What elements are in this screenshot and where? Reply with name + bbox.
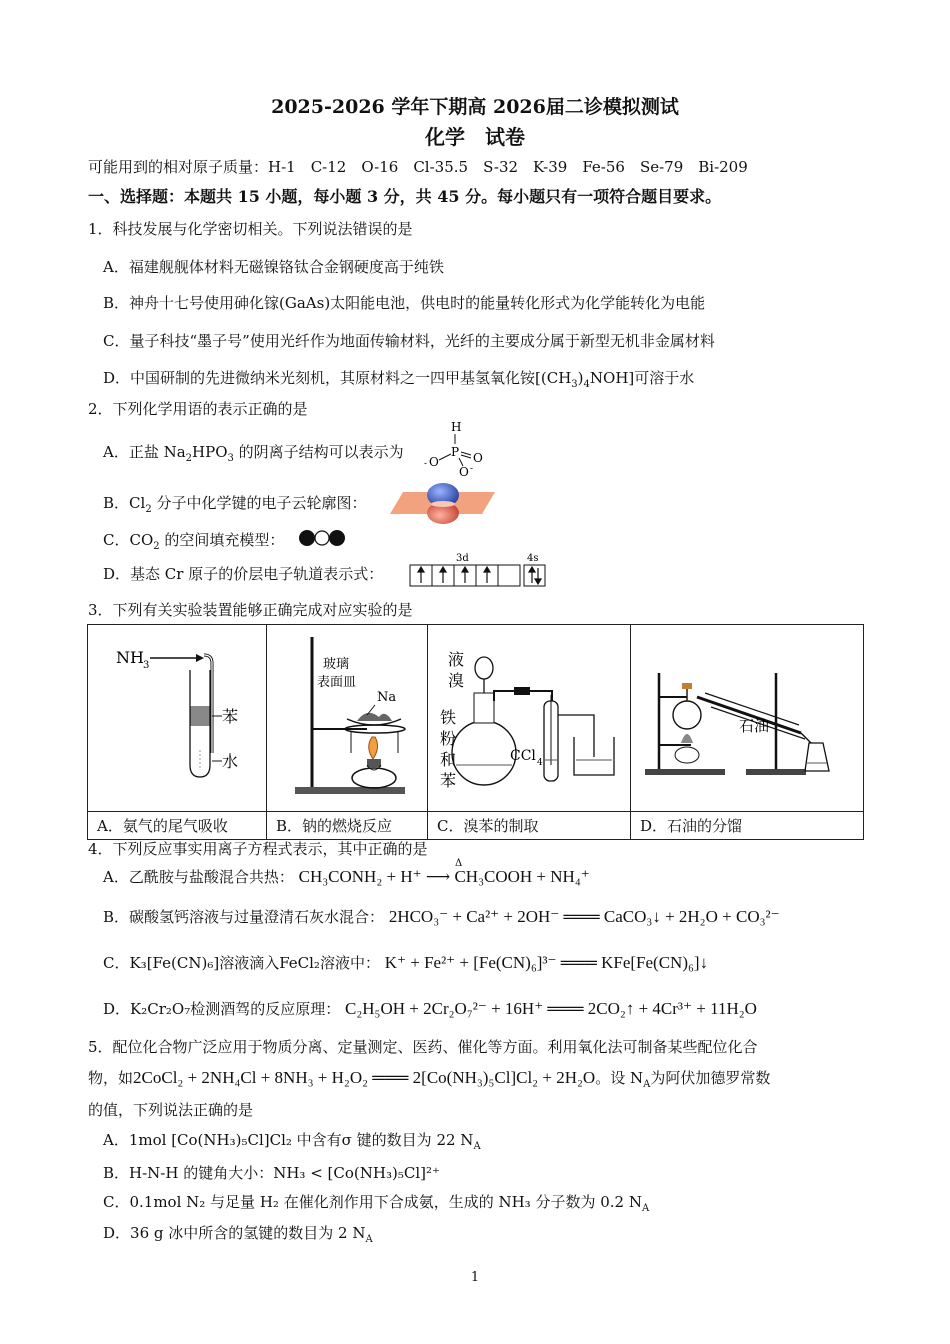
q2-c-sub: 2 [153, 541, 160, 552]
q5-option-b: B．H-N-H 的键角大小：NH₃ < [Co(NH₃)₅Cl]²⁺ [103, 1164, 440, 1182]
label-fe-2: 粉 [440, 729, 457, 748]
label-oil: 石油 [739, 717, 770, 735]
q2-a-sub: 2 [185, 453, 193, 464]
q4-d-equation: C₂H₅OH + 2Cr₂O₇²⁻ + 16H⁺ ═══ 2CO₂↑ + 4Cr³⁺ + 11H₂O [345, 999, 757, 1018]
struct-o2: O [473, 451, 483, 465]
apparatus-d [631, 625, 864, 812]
q2-b-sub: 2 [145, 504, 152, 515]
q2-c-text: 的空间填充模型： [159, 531, 285, 549]
label-liquid-2: 溴 [448, 671, 465, 690]
label-na: Na [377, 690, 397, 705]
sodium-combustion-apparatus [267, 625, 427, 807]
q3-stem: 3．下列有关实验装置能够正确完成对应实验的是 [88, 601, 413, 619]
atomic-masses: 可能用到的相对原子质量：H-1 C-12 O-16 Cl-35.5 S-32 K-39 Fe-56 Se-79 Bi-209 [88, 158, 748, 176]
orbital-3d-label: 3d [456, 553, 469, 564]
label-fe-4: 苯 [440, 771, 457, 790]
q2-b-text: 分子中化学键的电子云轮廓图： [151, 494, 367, 512]
page-number: 1 [470, 1270, 480, 1285]
label-fe-3: 和 [440, 750, 457, 769]
q4-option-c [103, 952, 708, 973]
exam-subtitle: 化学 试卷 [425, 125, 525, 149]
label-ccl4: CCl [510, 748, 536, 764]
label-fe-1: 铁 [440, 708, 457, 727]
q5-option-d [103, 1222, 373, 1245]
orbital-4s-label: 4s [527, 553, 539, 564]
q5-option-a [103, 1129, 481, 1152]
petroleum-distillation-apparatus [631, 625, 863, 807]
q5-d-text: D．36 g 冰中所含的氢键的数目为 2 N [103, 1224, 366, 1242]
struct-o3: O [459, 465, 469, 478]
q4-stem: 4．下列反应事实用离子方程式表示，其中正确的是 [88, 840, 428, 858]
apparatus-c [428, 625, 631, 812]
caption-a: A．氨气的尾气吸收 [88, 812, 267, 840]
q5-stem-line2 [88, 1067, 770, 1090]
q1-option-c: C．量子科技“墨子号”使用光纤作为地面传输材料，光纤的主要成分属于新型无机非金属材料 [103, 332, 715, 350]
q1-d-text: ) [577, 369, 584, 387]
label-water: 水 [222, 752, 239, 771]
q4-b-equation: 2HCO₃⁻ + Ca²⁺ + 2OH⁻ ═══ CaCO₃↓ + 2H₂O + CO₃²⁻ [388, 907, 780, 926]
q1-option-b: B．神舟十七号使用砷化镓(GaAs)太阳能电池，供电时的能量转化形式为化学能转化为电能 [103, 294, 706, 312]
q4-c-text: C．K₃[Fe(CN)₆] [103, 954, 220, 972]
q5-option-c [103, 1191, 649, 1214]
nh3-absorption-apparatus [88, 625, 266, 807]
co2-space-filling-model [298, 528, 348, 548]
q2-option-a [103, 441, 404, 464]
q4-c-text: 溶液滴入FeCl₂溶液中： [219, 954, 380, 972]
q1-option-a: A．福建舰舰体材料无磁镍铬钛合金钢硬度高于纯铁 [103, 258, 444, 276]
label-ccl4-sub: 4 [537, 758, 543, 768]
apparatus-a [88, 625, 267, 812]
delta-symbol: Δ [455, 858, 463, 869]
q4-a-text: A．乙酰胺与盐酸混合共热： [103, 868, 294, 886]
struct-h: H [451, 420, 462, 434]
label-nh3: NH [116, 648, 144, 667]
q4-option-a [103, 866, 590, 887]
q4-a-equation: CH₃CONH₂ + H⁺ ⟶ CH₃COOH + NH₄⁺ [298, 867, 590, 886]
q5-stem-line1: 5．配位化合物广泛应用于物质分离、定量测定、医药、催化等方面。利用氧化法可制备某些配位化合 [88, 1038, 758, 1056]
label-benzene: 苯 [222, 707, 239, 726]
struct-o1: O [429, 455, 439, 469]
q5-stem-text: 物，如 [88, 1069, 134, 1087]
q4-d-text: D．K₂Cr₂O₇ [103, 1000, 191, 1018]
apparatus-b [267, 625, 428, 812]
label-liquid-1: 液 [448, 650, 465, 669]
q4-c-equation: K⁺ + Fe²⁺ + [Fe(CN)₆]³⁻ ═══ KFe[Fe(CN)₆]↓ [384, 953, 709, 972]
label-nh3-sub: 3 [143, 660, 150, 671]
label-glass-1: 玻璃 [323, 657, 350, 672]
q5-stem-text: 。设 N [595, 1069, 644, 1087]
caption-c: C．溴苯的制取 [428, 812, 631, 840]
q1-d-sub: 3 [571, 379, 578, 390]
q5-na-sub: A [643, 1079, 651, 1090]
section-heading: 一、选择题：本题共 15 小题，每小题 3 分，共 45 分。每小题只有一项符合题目要求。 [88, 187, 722, 206]
q2-a-text: 的阴离子结构可以表示为 [233, 443, 404, 461]
q1-d-sub: 4 [583, 379, 590, 390]
q1-d-text: D．中国研制的先进微纳米光刻机，其原材料之一四甲基氢氧化铵[(CH [103, 369, 572, 387]
q5-c-sub: A [641, 1203, 650, 1214]
q4-option-d [103, 998, 757, 1019]
q4-d-text: 检测酒驾的反应原理： [190, 1000, 341, 1018]
bromobenzene-apparatus [428, 625, 630, 807]
q2-c-text: C．CO [103, 531, 154, 549]
struct-minus: - [470, 464, 474, 474]
q5-a-text: A．1mol [Co(NH₃)₅Cl]Cl₂ 中含有σ 键的数目为 22 N [103, 1131, 474, 1149]
struct-p: P [451, 445, 460, 459]
q5-equation: 2CoCl₂ + 2NH₄Cl + 8NH₃ + H₂O₂ ═══ 2[Co(NH₃)₅Cl]Cl₂ + 2H₂O [133, 1068, 596, 1087]
q2-option-c [103, 529, 284, 552]
label-glass-2: 表面皿 [317, 675, 357, 690]
q2-stem: 2．下列化学用语的表示正确的是 [88, 400, 308, 418]
q2-a-text: A．正盐 Na [103, 443, 186, 461]
q1-stem: 1．科技发展与化学密切相关。下列说法错误的是 [88, 220, 413, 238]
q4-option-b [103, 906, 780, 927]
hpo3-structure [420, 418, 490, 478]
struct-minus: - [424, 459, 428, 469]
q2-option-d: D．基态 Cr 原子的价层电子轨道表示式： [103, 565, 384, 583]
q2-a-text: HPO [192, 443, 228, 461]
caption-b: B．钠的燃烧反应 [267, 812, 428, 840]
q1-d-text: NOH]可溶于水 [589, 369, 695, 387]
cr-orbital-diagram [408, 550, 548, 590]
q5-stem-line3: 的值，下列说法正确的是 [88, 1101, 254, 1119]
cl2-orbital-image [385, 480, 500, 528]
q2-b-text: B．Cl [103, 494, 146, 512]
q5-a-sub: A [473, 1141, 481, 1152]
q2-option-b [103, 492, 366, 515]
q5-c-text: C．0.1mol N₂ 与足量 H₂ 在催化剂作用下合成氨，生成的 NH₃ 分子数为 0.2 N [103, 1193, 642, 1211]
q4-b-text: B．碳酸氢钙溶液与过量澄清石灰水混合： [103, 908, 385, 926]
q2-a-sub: 3 [227, 453, 234, 464]
caption-d: D．石油的分馏 [631, 812, 864, 840]
q5-stem-text: 为阿伏加德罗常数 [650, 1069, 771, 1087]
q5-d-sub: A [365, 1234, 373, 1245]
q1-option-d [103, 367, 694, 390]
exam-title: 2025-2026 学年下期高 2026届二诊模拟测试 [271, 96, 679, 118]
experiment-table [87, 624, 864, 840]
